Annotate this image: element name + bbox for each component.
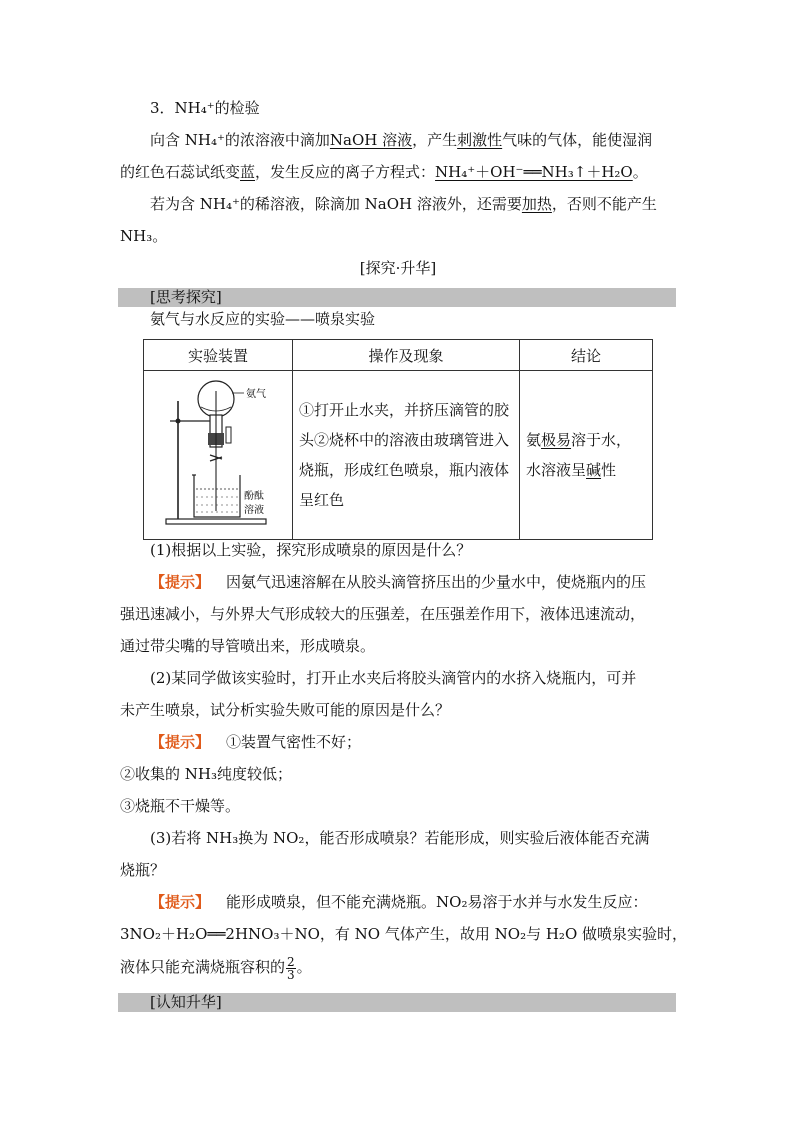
answer-line: ②收集的 NH₃纯度较低； <box>120 765 292 783</box>
paragraph-line: NH₃。 <box>120 227 168 245</box>
solution-label-2: 溶液 <box>244 505 264 516</box>
answer-line <box>120 952 312 982</box>
experiment-title: 氨气与水反应的实验——喷泉实验 <box>150 310 376 328</box>
gas-label: 氨气 <box>246 389 266 400</box>
operation-text: ①打开止水夹，并挤压滴管的胶头②烧杯中的溶液由玻璃管进入烧瓶，形成红色喷泉，瓶内液体呈红色 <box>299 401 510 509</box>
question-2-line: 未产生喷泉，试分析实验失败可能的原因是什么？ <box>120 701 451 719</box>
text-span: 气味的气体，能使湿润 <box>502 131 653 149</box>
answer-line <box>150 892 647 912</box>
answer-line: 通过带尖嘴的导管喷出来，形成喷泉。 <box>120 637 376 655</box>
hint-label: 【提示】 <box>150 573 211 591</box>
answer-line <box>150 732 361 752</box>
question-3: (3)若将 NH₃换为 NO₂，能否形成喷泉？若能形成，则实验后液体能否充满 <box>150 829 650 847</box>
conclusion-text <box>520 419 652 491</box>
section-title: [探究·升华] <box>359 259 437 277</box>
fraction <box>286 956 296 981</box>
question-2: (2)某同学做该实验时，打开止水夹后将胶头滴管内的水挤入烧瓶内，可并 <box>150 669 637 687</box>
table-row <box>144 371 653 540</box>
text-span: 氨 <box>526 431 542 449</box>
blank-answer: 刺激性 <box>457 131 503 149</box>
text-span: ，否则不能产生 <box>551 195 657 213</box>
ionic-equation: NH₄⁺＋OH⁻══NH₃↑＋H₂O <box>435 163 633 181</box>
fraction-denominator: 3 <box>287 967 295 982</box>
text-span: 的红色石蕊试纸变 <box>120 163 241 181</box>
paragraph-line <box>150 130 652 150</box>
table-header: 实验装置 <box>144 340 293 371</box>
blank-answer: 蓝 <box>240 163 256 181</box>
answer-line: 强迅速减小，与外界大气形成较大的压强差，在压强差作用下，液体迅速流动， <box>120 605 646 623</box>
hint-label: 【提示】 <box>150 893 211 911</box>
cognition-bar: [认知升华] <box>118 993 676 1012</box>
text-span: ，发生反应的离子方程式： <box>255 163 436 181</box>
text-span: 性 <box>601 461 617 479</box>
question-3-line: 烧瓶？ <box>120 861 166 879</box>
fraction-numerator: 2 <box>287 954 295 969</box>
text-span: 溶于水，水溶液呈 <box>526 431 632 479</box>
paragraph-line <box>150 194 657 214</box>
text-span: 向含 NH₄⁺的浓溶液中滴加 <box>150 131 330 149</box>
answer-line: 3NO₂＋H₂O══2HNO₃＋NO，有 NO 气体产生，故用 NO₂与 H₂O 做喷泉实验时， <box>120 925 688 943</box>
blank-answer: 碱 <box>586 461 602 479</box>
paragraph-line <box>120 162 648 182</box>
text-span: 液体只能充满烧瓶容积的 <box>120 958 286 976</box>
blank-answer: 极易 <box>541 431 572 449</box>
table-header-row <box>144 340 653 371</box>
fountain-apparatus-figure <box>144 371 292 535</box>
question-1: (1)根据以上实验，探究形成喷泉的原因是什么？ <box>150 541 472 559</box>
think-explore-bar: [思考探究] <box>118 288 676 307</box>
text-span: 能形成喷泉，但不能充满烧瓶。NO₂易溶于水并与水发生反应： <box>226 893 648 911</box>
table-header: 操作及现象 <box>293 340 520 371</box>
text-span: 因氨气迅速溶解在从胶头滴管挤压出的少量水中，使烧瓶内的压 <box>226 573 647 591</box>
hint-label: 【提示】 <box>150 733 211 751</box>
blank-answer: NaOH 溶液 <box>329 131 413 149</box>
apparatus-cell <box>144 371 293 540</box>
text-span: ①装置气密性不好； <box>226 733 362 751</box>
text-span: 。 <box>296 958 312 976</box>
section-heading: 3．NH₄⁺的检验 <box>150 99 260 117</box>
table-header: 结论 <box>520 340 653 371</box>
answer-line: ③烧瓶不干燥等。 <box>120 797 241 815</box>
blank-answer: 加热 <box>521 195 552 213</box>
operation-cell <box>293 371 520 540</box>
text-span: 若为含 NH₄⁺的稀溶液，除滴加 NaOH 溶液外，还需要 <box>150 195 522 213</box>
text-span: 。 <box>632 163 648 181</box>
text-span: ，产生 <box>412 131 458 149</box>
conclusion-cell <box>520 371 653 540</box>
experiment-table <box>143 339 653 540</box>
solution-label-1: 酚酞 <box>244 491 264 502</box>
answer-line <box>150 572 646 592</box>
